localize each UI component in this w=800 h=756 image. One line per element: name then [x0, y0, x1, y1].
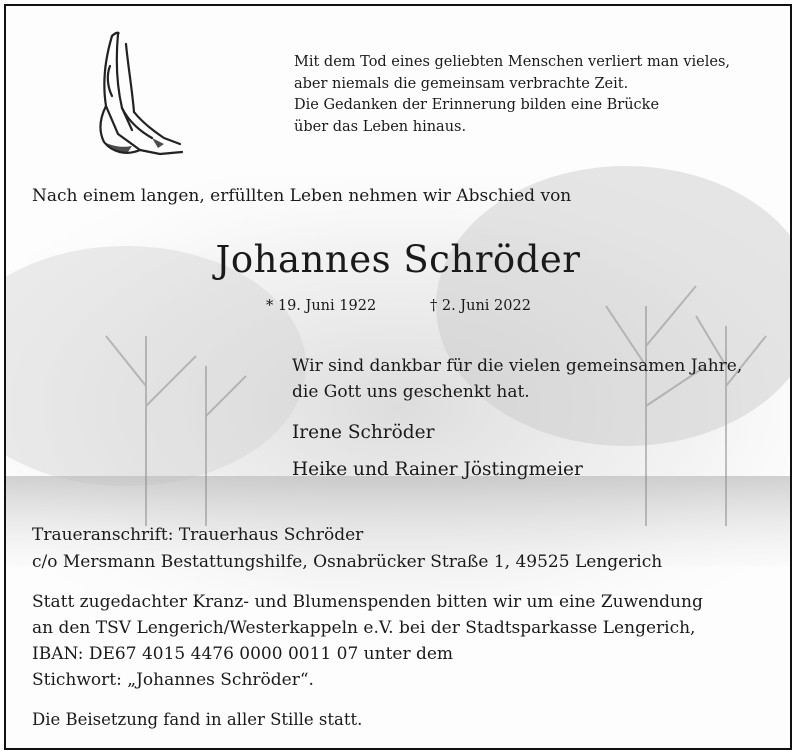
quote-line: aber niemals die gemeinsam verbrachte Zeit.	[294, 75, 629, 92]
deceased-name: Johannes Schröder	[215, 238, 581, 281]
gratitude-line: Wir sind dankbar für die vielen gemeinsamen Jahre,	[292, 356, 743, 376]
quote-line: Die Gedanken der Erinnerung bilden eine Brücke	[294, 97, 660, 113]
address-line: Traueranschrift: Trauerhaus Schröder	[32, 525, 364, 545]
gratitude-text	[292, 353, 742, 405]
quote-line: über das Leben hinaus.	[294, 118, 467, 135]
memorial-quote	[294, 52, 730, 138]
burial-note: Die Beisetzung fand in aller Stille statt.	[32, 710, 363, 729]
birth-date: * 19. Juni 1922	[266, 298, 377, 314]
mourner-name: Heike und Rainer Jöstingmeier	[292, 459, 583, 480]
donation-line: IBAN: DE67 4015 4476 0000 0011 07 unter dem	[32, 644, 454, 664]
donation-request	[32, 589, 772, 693]
quote-line: Mit dem Tod eines geliebten Menschen verliert man vieles,	[294, 54, 730, 70]
donation-line: an den TSV Lengerich/Westerkappeln e.V. bei der Stadtsparkasse Lengerich,	[32, 618, 696, 638]
farewell-intro: Nach einem langen, erfüllten Leben nehmen wir Abschied von	[32, 186, 572, 206]
mourner-name: Irene Schröder	[292, 422, 435, 443]
praying-hands-icon	[82, 26, 186, 160]
gratitude-line: die Gott uns geschenkt hat.	[292, 382, 530, 402]
obituary-frame	[4, 4, 792, 750]
donation-line: Stichwort: „Johannes Schröder“.	[32, 670, 314, 690]
mourning-address	[32, 522, 662, 576]
donation-line: Statt zugedachter Kranz- und Blumenspenden bitten wir um eine Zuwendung	[32, 592, 703, 612]
address-line: c/o Mersmann Bestattungshilfe, Osnabrücker Straße 1, 49525 Lengerich	[32, 552, 663, 572]
death-date: † 2. Juni 2022	[430, 298, 531, 314]
